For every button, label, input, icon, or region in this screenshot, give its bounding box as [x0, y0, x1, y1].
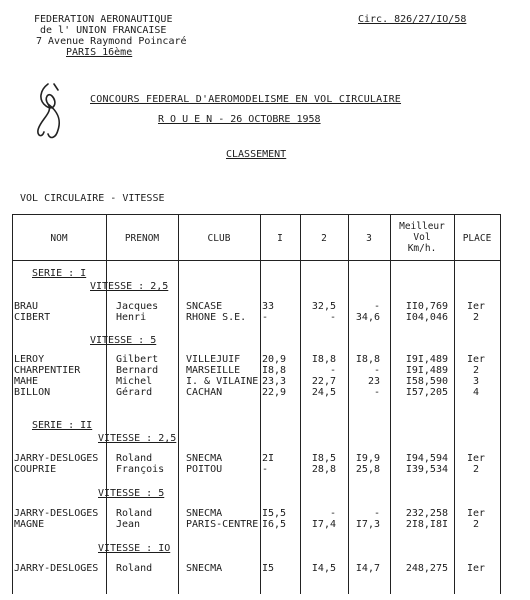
col-border-right — [500, 214, 501, 594]
cell-vol-2: I8,8 — [311, 354, 336, 365]
cell-place: Ier — [466, 354, 486, 365]
header-best-3: Km/h. — [407, 243, 437, 254]
col-border-nom — [106, 214, 107, 594]
cell-nom: JARRY-DESLOGES — [14, 453, 99, 464]
serie-2-vitesse-2-5: VITESSE : 2,5 — [98, 433, 177, 444]
header-vol-2: 2 — [321, 233, 327, 244]
serie-2-vitesse-5: VITESSE : 5 — [98, 488, 165, 499]
cell-nom: BRAU — [14, 301, 39, 312]
org-line-3: 7 Avenue Raymond Poincaré — [36, 36, 187, 47]
cell-place: 2 — [472, 365, 480, 376]
cell-nom: COUPRIE — [14, 464, 57, 475]
header-nom: NOM — [50, 233, 68, 244]
contest-title: CONCOURS FEDERAL D'AEROMODELISME EN VOL CIRCULAIRE — [90, 94, 402, 105]
cell-vol-1: - — [262, 464, 269, 475]
cell-place: 4 — [472, 387, 480, 398]
cell-club: RHONE S.E. — [186, 312, 247, 323]
cell-best: I58,590 — [405, 376, 448, 387]
header-best-2: Vol — [413, 232, 431, 243]
cell-place: 3 — [472, 376, 480, 387]
cell-club: SNCASE — [186, 301, 223, 312]
cell-club: MARSEILLE — [186, 365, 241, 376]
cell-club: PARIS-CENTRE — [186, 519, 259, 530]
cell-best: I39,534 — [405, 464, 448, 475]
cell-place: Ier — [466, 563, 486, 574]
cell-vol-2: 32,5 — [311, 301, 336, 312]
org-line-1: FEDERATION AERONAUTIQUE — [34, 14, 173, 25]
cell-club: CACHAN — [186, 387, 223, 398]
cell-place: 2 — [472, 464, 480, 475]
org-line-2: de l' UNION FRANCAISE — [40, 25, 167, 36]
col-border-c3 — [390, 214, 391, 594]
cell-prenom: Michel — [116, 376, 153, 387]
cell-vol-2: 28,8 — [311, 464, 336, 475]
serie-1-vitesse-5: VITESSE : 5 — [90, 335, 157, 346]
serie-1-vitesse-2-5: VITESSE : 2,5 — [90, 281, 169, 292]
cell-vol-3: 34,6 — [355, 312, 380, 323]
cell-vol-3: 23 — [367, 376, 380, 387]
cell-prenom: Roland — [116, 563, 153, 574]
cell-nom: MAHE — [14, 376, 39, 387]
cell-prenom: Roland — [116, 508, 153, 519]
cell-vol-1: I5,5 — [262, 508, 287, 519]
header-best-1: Meilleur — [399, 221, 445, 232]
serie-2-vitesse-10: VITESSE : IO — [98, 543, 171, 554]
cell-nom: CIBERT — [14, 312, 51, 323]
header-vol-1: I — [277, 233, 283, 244]
cell-best: I04,046 — [405, 312, 448, 323]
cell-vol-1: 2I — [262, 453, 275, 464]
cell-vol-2: 24,5 — [311, 387, 336, 398]
cell-best: I9I,489 — [405, 365, 448, 376]
cell-prenom: François — [116, 464, 165, 475]
cell-vol-3: - — [373, 301, 380, 312]
serie-2-label: SERIE : II — [32, 420, 93, 431]
cell-nom: CHARPENTIER — [14, 365, 81, 376]
cell-vol-2: I4,5 — [311, 563, 336, 574]
cell-vol-1: - — [262, 312, 269, 323]
cell-nom: JARRY-DESLOGES — [14, 508, 99, 519]
cell-prenom: Gérard — [116, 387, 153, 398]
cell-club: SNECMA — [186, 453, 223, 464]
contest-place-date: R O U E N - 26 OCTOBRE 1958 — [158, 114, 321, 125]
cell-best: I57,205 — [405, 387, 448, 398]
cell-best: 232,258 — [405, 508, 448, 519]
header-club: CLUB — [207, 233, 231, 244]
cell-vol-1: I8,8 — [262, 365, 287, 376]
header-vol-3: 3 — [366, 233, 372, 244]
cell-place: Ier — [466, 508, 486, 519]
cell-vol-2: - — [329, 365, 336, 376]
cell-club: POITOU — [186, 464, 223, 475]
cell-vol-1: 22,9 — [262, 387, 287, 398]
serie-1-label: SERIE : I — [32, 268, 87, 279]
cell-nom: JARRY-DESLOGES — [14, 563, 99, 574]
cell-vol-3: I7,3 — [355, 519, 380, 530]
cell-vol-3: - — [373, 387, 380, 398]
cell-vol-3: I8,8 — [355, 354, 380, 365]
cell-vol-1: I5 — [262, 563, 275, 574]
cell-club: I. & VILAINE — [186, 376, 259, 387]
table-top-border — [12, 214, 500, 215]
cell-vol-1: 20,9 — [262, 354, 287, 365]
cell-vol-2: I7,4 — [311, 519, 336, 530]
cell-vol-3: 25,8 — [355, 464, 380, 475]
cell-vol-2: I8,5 — [311, 453, 336, 464]
cell-place: Ier — [466, 453, 486, 464]
table-header-border — [12, 260, 500, 261]
col-border-left — [12, 214, 13, 594]
header-prenom: PRENOM — [124, 233, 160, 244]
cell-best: II0,769 — [405, 301, 448, 312]
cell-vol-1: 23,3 — [262, 376, 287, 387]
cell-vol-1: 33 — [262, 301, 275, 312]
cell-nom: LEROY — [14, 354, 45, 365]
header-place: PLACE — [462, 233, 492, 244]
cell-vol-2: 22,7 — [311, 376, 336, 387]
cell-best: 248,275 — [405, 563, 448, 574]
col-border-prenom — [178, 214, 179, 594]
cell-best: 2I8,I8I — [405, 519, 448, 530]
cell-place: Ier — [466, 301, 486, 312]
cell-place: 2 — [472, 519, 480, 530]
org-line-4: PARIS 16ème — [66, 47, 133, 58]
col-border-best — [454, 214, 455, 594]
cell-nom: MAGNE — [14, 519, 45, 530]
cell-vol-1: I6,5 — [262, 519, 287, 530]
cell-prenom: Gilbert — [116, 354, 159, 365]
cell-best: I94,594 — [405, 453, 448, 464]
cell-prenom: Henri — [116, 312, 147, 323]
cell-vol-3: - — [373, 508, 380, 519]
cell-prenom: Roland — [116, 453, 153, 464]
cell-vol-3: - — [373, 365, 380, 376]
cell-vol-2: - — [329, 508, 336, 519]
section-title: VOL CIRCULAIRE - VITESSE — [20, 193, 165, 204]
classement-heading: CLASSEMENT — [226, 149, 287, 160]
cell-nom: BILLON — [14, 387, 51, 398]
cell-vol-3: I4,7 — [355, 563, 380, 574]
cell-prenom: Bernard — [116, 365, 159, 376]
cell-prenom: Jacques — [116, 301, 159, 312]
cell-best: I9I,489 — [405, 354, 448, 365]
cell-vol-2: - — [329, 312, 336, 323]
cell-club: SNECMA — [186, 563, 223, 574]
logo-icon — [32, 80, 72, 144]
cell-place: 2 — [472, 312, 480, 323]
col-border-club — [260, 214, 261, 594]
cell-club: SNECMA — [186, 508, 223, 519]
cell-vol-3: I9,9 — [355, 453, 380, 464]
col-border-c2 — [348, 214, 349, 594]
circular-reference: Circ. 826/27/IO/58 — [358, 14, 467, 25]
col-border-c1 — [300, 214, 301, 594]
cell-club: VILLEJUIF — [186, 354, 241, 365]
cell-prenom: Jean — [116, 519, 141, 530]
